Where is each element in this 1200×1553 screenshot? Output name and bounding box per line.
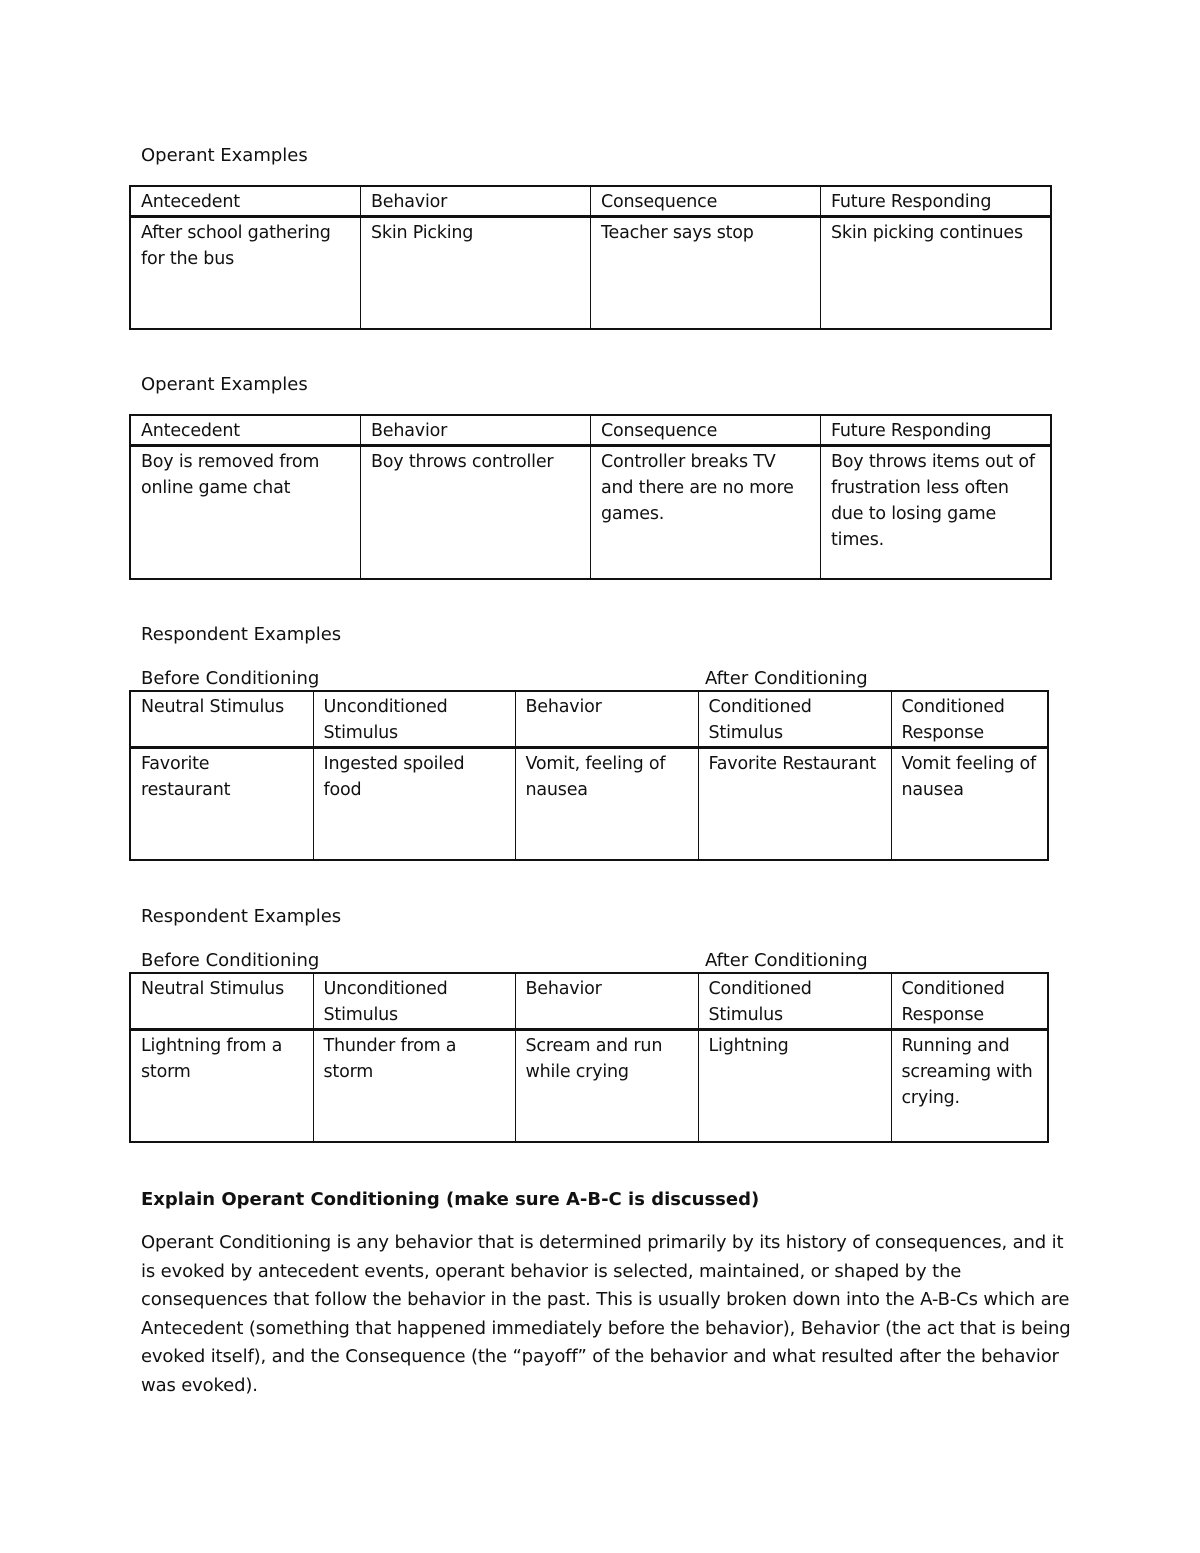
- operant-examples-title-1: Operant Examples: [141, 145, 308, 166]
- cell-unconditioned-stimulus: Ingested spoiled food: [313, 748, 515, 860]
- header-consequence: Consequence: [591, 186, 821, 217]
- cell-antecedent: Boy is removed from online game chat: [130, 446, 361, 579]
- header-behavior: Behavior: [515, 973, 698, 1030]
- cell-behavior: Skin Picking: [361, 217, 591, 329]
- cell-consequence: Teacher says stop: [591, 217, 821, 329]
- header-future-responding: Future Responding: [821, 415, 1052, 446]
- header-unconditioned-stimulus: Unconditioned Stimulus: [313, 691, 515, 748]
- operant-table-1: [129, 185, 1052, 330]
- header-behavior: Behavior: [361, 415, 591, 446]
- operant-table-2: [129, 414, 1052, 580]
- cell-neutral-stimulus: Lightning from a storm: [130, 1030, 313, 1142]
- cell-consequence: Controller breaks TV and there are no more games.: [591, 446, 821, 579]
- header-future-responding: Future Responding: [821, 186, 1052, 217]
- header-neutral-stimulus: Neutral Stimulus: [130, 691, 313, 748]
- header-neutral-stimulus: Neutral Stimulus: [130, 973, 313, 1030]
- header-conditioned-stimulus: Conditioned Stimulus: [698, 691, 891, 748]
- respondent-table-1: [129, 690, 1049, 861]
- header-consequence: Consequence: [591, 415, 821, 446]
- cell-behavior: Boy throws controller: [361, 446, 591, 579]
- respondent-examples-title-1: Respondent Examples: [141, 624, 342, 645]
- respondent-table-2: [129, 972, 1049, 1143]
- cell-conditioned-stimulus: Favorite Restaurant: [698, 748, 891, 860]
- cell-unconditioned-stimulus: Thunder from a storm: [313, 1030, 515, 1142]
- header-unconditioned-stimulus: Unconditioned Stimulus: [313, 973, 515, 1030]
- header-conditioned-response: Conditioned Response: [891, 691, 1048, 748]
- before-conditioning-label-1: Before Conditioning: [141, 668, 320, 689]
- cell-neutral-stimulus: Favorite restaurant: [130, 748, 313, 860]
- header-conditioned-response: Conditioned Response: [891, 973, 1048, 1030]
- operant-examples-title-2: Operant Examples: [141, 374, 308, 395]
- header-antecedent: Antecedent: [130, 415, 361, 446]
- cell-conditioned-response: Running and screaming with crying.: [891, 1030, 1048, 1142]
- cell-behavior: Scream and run while crying: [515, 1030, 698, 1142]
- before-conditioning-label-2: Before Conditioning: [141, 950, 320, 971]
- cell-antecedent: After school gathering for the bus: [130, 217, 361, 329]
- header-conditioned-stimulus: Conditioned Stimulus: [698, 973, 891, 1030]
- header-behavior: Behavior: [515, 691, 698, 748]
- explain-heading: Explain Operant Conditioning (make sure A-B-C is discussed): [141, 1189, 760, 1210]
- cell-future-responding: Skin picking continues: [821, 217, 1052, 329]
- after-conditioning-label-1: After Conditioning: [705, 668, 868, 689]
- header-antecedent: Antecedent: [130, 186, 361, 217]
- cell-conditioned-response: Vomit feeling of nausea: [891, 748, 1048, 860]
- respondent-examples-title-2: Respondent Examples: [141, 906, 342, 927]
- cell-behavior: Vomit, feeling of nausea: [515, 748, 698, 860]
- cell-conditioned-stimulus: Lightning: [698, 1030, 891, 1142]
- after-conditioning-label-2: After Conditioning: [705, 950, 868, 971]
- header-behavior: Behavior: [361, 186, 591, 217]
- cell-future-responding: Boy throws items out of frustration less often due to losing game times.: [821, 446, 1052, 579]
- explain-body: Operant Conditioning is any behavior that is determined primarily by its history of consequences, and it is evoked by antecedent events, operant behavior is selected, maintained, or shaped by the consequences that follow the behavior in the past. This is usually broken down into the A-B-Cs which are Antecedent (something that happened immediately before the behavior), Behavior (the act that is being evoked itself), and the Consequence (the “payoff” of the behavior and what resulted after the behavior was evoked).: [141, 1232, 1071, 1396]
